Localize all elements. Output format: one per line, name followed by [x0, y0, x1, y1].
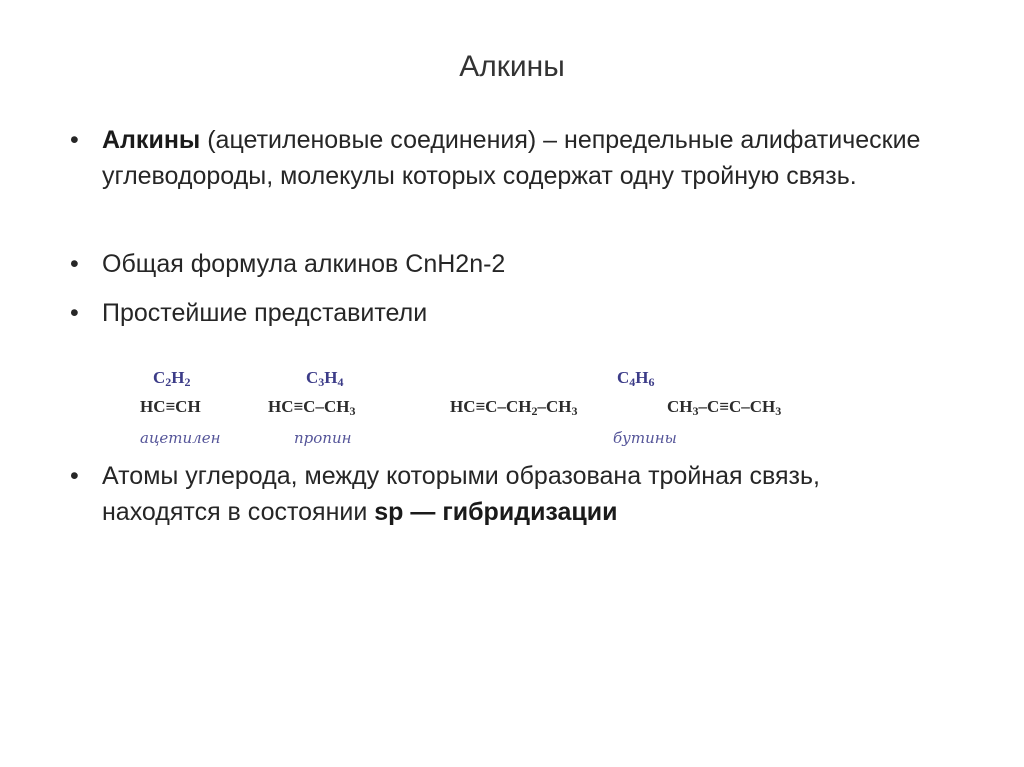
propyne-name: пропин — [294, 429, 352, 447]
term-alkynes: Алкины — [102, 126, 201, 154]
bullet-text — [102, 458, 862, 530]
propyne-structure: $HC\equiv C-CH_3$ — [268, 397, 356, 418]
bullet-text — [102, 122, 970, 194]
butyne-2-structure: $CH_3-C\equiv C-CH_3$ — [667, 397, 782, 418]
bullet-marker: • — [70, 462, 79, 490]
bullet-marker: • — [70, 250, 79, 278]
bullet-representatives — [70, 295, 970, 331]
slide-title: Алкины — [459, 50, 565, 83]
bullet-text: Общая формула алкинов CnH2n-2 — [102, 250, 506, 278]
hybridization-text: Атомы углерода, между которыми образована тройная связь, находятся в состоянии — [102, 462, 820, 526]
butyne-1-structure: $HC\equiv C-CH_2-CH_3$ — [450, 397, 578, 418]
bullet-definition — [70, 122, 970, 194]
acetylene-name: ацетилен — [140, 429, 221, 447]
propyne-formula: $C_3H_4$ — [306, 368, 344, 389]
butyne-formula: $C_4H_6$ — [617, 368, 655, 389]
bullet-general-formula — [70, 246, 970, 282]
acetylene-formula: $C_2H_2$ — [153, 368, 191, 389]
hybridization-term: sp — гибридизации — [374, 498, 618, 526]
bullet-hybridization — [70, 458, 970, 530]
bullet-marker: • — [70, 126, 79, 154]
definition-text: (ацетиленовые соединения) – непредельные алифатические углеводороды, молекулы которых содержат одну тройную связь. — [102, 126, 921, 190]
bullet-marker: • — [70, 299, 79, 327]
bullet-text: Простейшие представители — [102, 299, 428, 327]
acetylene-structure: HC≡CH — [140, 397, 201, 416]
butyne-name: бутины — [613, 429, 677, 447]
